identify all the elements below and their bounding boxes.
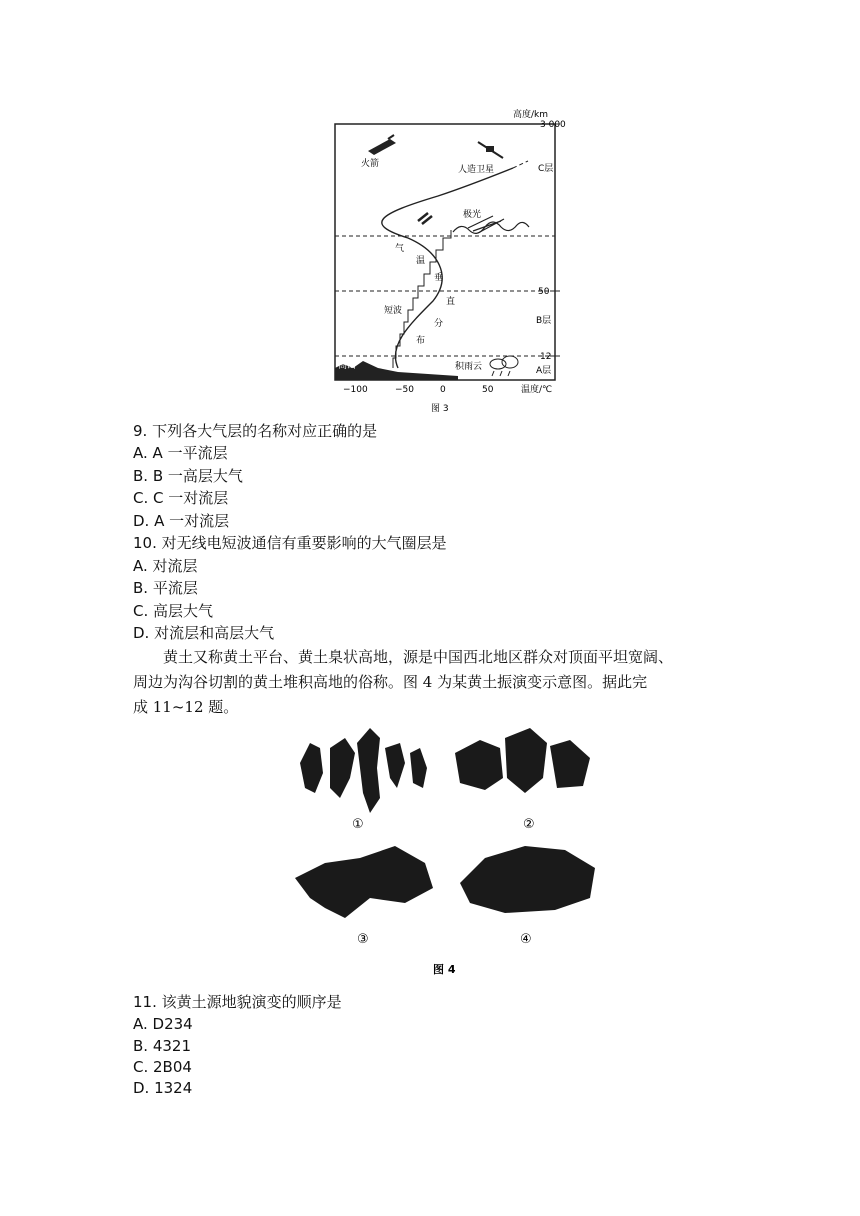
figure-4-caption: 图 4	[433, 963, 456, 976]
q10-stem: 10. 对无线电短波通信有重要影响的大气圈层是	[133, 534, 447, 552]
temp-char-1: 气	[395, 244, 405, 254]
x-tick-0: 0	[440, 385, 446, 395]
panel-1-label: ①	[352, 817, 364, 832]
layer-c-label: C层	[538, 164, 554, 174]
panel-4-shape	[460, 846, 595, 913]
aurora-squiggle	[453, 222, 529, 233]
temp-char-6: 布	[416, 336, 426, 346]
panel-3-label: ③	[357, 932, 369, 947]
panel-3-shape	[295, 846, 433, 918]
temp-char-2: 温	[416, 256, 426, 266]
q11-stem: 11. 该黄土源地貌演变的顺序是	[133, 993, 342, 1011]
q10-option-b[interactable]: B. 平流层	[133, 579, 198, 597]
aurora-label: 极光	[463, 210, 482, 220]
q10-option-d[interactable]: D. 对流层和高层大气	[133, 624, 275, 642]
q11-option-c[interactable]: C. 2B04	[133, 1058, 192, 1076]
y-tick-12: 12	[540, 352, 552, 362]
layer-b-label: B层	[536, 316, 552, 326]
satellite-label: 人造卫星	[458, 165, 495, 175]
passage-line-3: 成 11~12 题。	[133, 698, 239, 716]
loess-evolution-diagram	[285, 718, 610, 978]
layer-a-label: A层	[536, 366, 552, 376]
q11-option-d[interactable]: D. 1324	[133, 1079, 193, 1097]
y-axis-label: 高度/km	[513, 110, 549, 120]
temp-char-5: 分	[434, 319, 444, 329]
q10-option-c[interactable]: C. 高层大气	[133, 602, 214, 620]
passage-line-1: 黄土又称黄土平台、黄土臬状高地，源是中国西北地区群众对顶面平坦宽阔、	[163, 648, 674, 666]
q9-option-b[interactable]: B. B 一高层大气	[133, 467, 243, 485]
satellite-icon	[478, 142, 503, 158]
panel-2-label: ②	[523, 817, 535, 832]
q9-option-d[interactable]: D. A 一对流层	[133, 512, 230, 530]
x-tick-50: 50	[482, 385, 494, 395]
panel-4-label: ④	[520, 932, 532, 947]
q9-stem: 9. 下列各大气层的名称对应正确的是	[133, 422, 378, 440]
q9-option-a[interactable]: A. A 一平流层	[133, 444, 228, 462]
cloud-label: 积雨云	[455, 362, 483, 372]
passage	[133, 645, 773, 720]
temp-char-3: 垂	[434, 273, 444, 283]
shortwave-label: 短波	[384, 306, 403, 316]
mountain-label: 高山	[338, 361, 357, 371]
atmosphere-diagram	[318, 106, 568, 416]
figure-4	[285, 718, 610, 978]
q9-option-c[interactable]: C. C 一对流层	[133, 489, 229, 507]
panel-2-shape	[455, 728, 590, 793]
panel-1-shape	[300, 728, 427, 813]
temp-char-4: 直	[446, 297, 456, 307]
figure-3-caption: 图 3	[431, 404, 449, 414]
x-tick-minus100: −100	[343, 385, 368, 395]
rocket-icon	[368, 135, 396, 155]
y-tick-3000: 3 000	[540, 120, 566, 130]
x-tick-minus50: −50	[395, 385, 414, 395]
figure-3	[318, 106, 568, 416]
q11-option-a[interactable]: A. D234	[133, 1015, 193, 1033]
cloud-icon	[490, 356, 518, 376]
rocket-label: 火箭	[361, 159, 380, 169]
q10-option-a[interactable]: A. 对流层	[133, 557, 198, 575]
temperature-curve	[382, 168, 513, 368]
y-tick-50: 50	[538, 287, 550, 297]
x-axis-label: 温度/℃	[521, 385, 553, 395]
q11-option-b[interactable]: B. 4321	[133, 1037, 192, 1055]
passage-line-2: 周边为沟谷切割的黄土堆积高地的俗称。图 4 为某黄土振演变示意图。据此完	[133, 673, 648, 691]
